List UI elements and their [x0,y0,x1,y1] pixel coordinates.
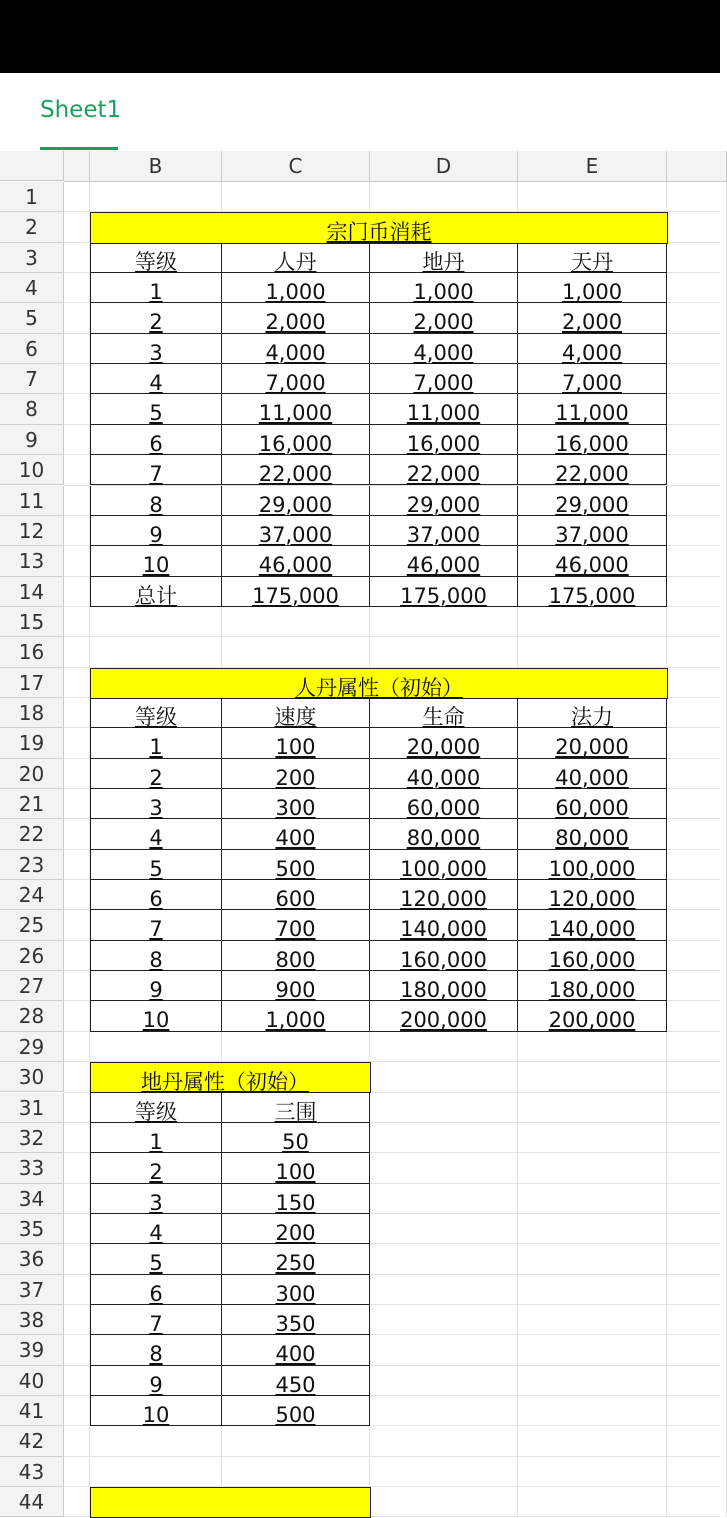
data-cell[interactable]: 46,000 [222,546,370,576]
gridline [64,1456,720,1457]
data-cell[interactable]: 1 [90,728,222,758]
column-header-b[interactable]: B [90,151,222,182]
column-label[interactable]: 天丹 [518,243,667,273]
data-cell[interactable]: 700 [222,910,370,940]
row-header-22[interactable]: 22 [0,819,64,849]
row-header-42[interactable]: 42 [0,1426,64,1456]
row-header-14[interactable]: 14 [0,577,64,607]
data-cell[interactable]: 7 [90,455,222,485]
data-cell[interactable]: 1 [90,273,222,303]
data-cell[interactable]: 16,000 [222,425,370,455]
data-cell[interactable]: 9 [90,1366,222,1396]
column-header-e[interactable]: E [518,151,667,182]
data-cell[interactable]: 1,000 [222,1001,370,1031]
data-cell[interactable]: 29,000 [222,486,370,516]
data-cell[interactable]: 180,000 [518,971,667,1001]
data-cell[interactable]: 2,000 [370,303,518,333]
row-header-16[interactable]: 16 [0,637,64,667]
data-cell[interactable]: 160,000 [518,941,667,971]
row-header-9[interactable]: 9 [0,425,64,455]
data-cell[interactable]: 400 [222,1335,370,1365]
row-header-24[interactable]: 24 [0,880,64,910]
row-header-4[interactable]: 4 [0,273,64,303]
row-header-20[interactable]: 20 [0,759,64,789]
data-cell[interactable]: 10 [90,1001,222,1031]
data-cell[interactable]: 140,000 [370,910,518,940]
row-header-8[interactable]: 8 [0,394,64,424]
column-label[interactable]: 生命 [370,698,518,728]
data-cell[interactable]: 37,000 [370,516,518,546]
data-cell[interactable]: 60,000 [518,789,667,819]
row-header-2[interactable]: 2 [0,212,64,242]
row-header-36[interactable]: 36 [0,1244,64,1274]
data-cell[interactable]: 4 [90,1214,222,1244]
data-cell[interactable]: 300 [222,789,370,819]
data-cell[interactable]: 150 [222,1184,370,1214]
data-cell[interactable]: 100 [222,1153,370,1183]
data-cell[interactable]: 2,000 [518,303,667,333]
gridline [64,636,720,637]
data-cell[interactable]: 20,000 [518,728,667,758]
data-cell[interactable]: 450 [222,1366,370,1396]
row-header-13[interactable]: 13 [0,546,64,576]
data-cell[interactable]: 3 [90,789,222,819]
data-cell[interactable]: 11,000 [518,394,667,424]
spreadsheet-grid[interactable] [0,151,720,1515]
column-label[interactable]: 等级 [90,1093,222,1123]
row-header-27[interactable]: 27 [0,971,64,1001]
data-cell[interactable]: 175,000 [222,577,370,607]
row-header-40[interactable]: 40 [0,1366,64,1396]
data-cell[interactable]: 6 [90,425,222,455]
table-title: 宗门币消耗 [90,212,668,243]
data-cell[interactable]: 22,000 [222,455,370,485]
row-header-28[interactable]: 28 [0,1001,64,1031]
data-cell[interactable]: 29,000 [370,486,518,516]
row-header-3[interactable]: 3 [0,243,64,273]
data-cell[interactable]: 50 [222,1123,370,1153]
row-header-35[interactable]: 35 [0,1214,64,1244]
data-cell[interactable]: 9 [90,971,222,1001]
data-cell[interactable]: 200,000 [370,1001,518,1031]
data-cell[interactable]: 29,000 [518,486,667,516]
data-cell[interactable]: 120,000 [518,880,667,910]
row-header-6[interactable]: 6 [0,334,64,364]
data-cell[interactable]: 5 [90,1244,222,1274]
sheet-tab-bar [0,73,720,151]
data-cell[interactable]: 46,000 [370,546,518,576]
row-header-38[interactable]: 38 [0,1305,64,1335]
active-tab-indicator [40,147,118,150]
data-cell[interactable]: 4 [90,819,222,849]
row-header-12[interactable]: 12 [0,516,64,546]
data-cell[interactable]: 9 [90,516,222,546]
row-header-11[interactable]: 11 [0,486,64,516]
data-cell[interactable]: 80,000 [518,819,667,849]
row-header-15[interactable]: 15 [0,607,64,637]
data-cell[interactable]: 300 [222,1275,370,1305]
row-header-37[interactable]: 37 [0,1275,64,1305]
data-cell[interactable]: 1 [90,1123,222,1153]
data-cell[interactable]: 37,000 [518,516,667,546]
column-label[interactable]: 法力 [518,698,667,728]
column-header-c[interactable]: C [222,151,370,182]
select-all-corner[interactable] [0,151,64,181]
data-cell[interactable]: 11,000 [370,394,518,424]
data-cell[interactable]: 总计 [90,577,222,607]
row-header-43[interactable]: 43 [0,1457,64,1487]
data-cell[interactable]: 7,000 [370,364,518,394]
column-header-blank[interactable] [667,151,727,182]
data-cell[interactable]: 250 [222,1244,370,1274]
row-header-31[interactable]: 31 [0,1093,64,1123]
data-cell[interactable]: 10 [90,546,222,576]
data-cell[interactable]: 3 [90,334,222,364]
data-cell[interactable]: 2 [90,759,222,789]
table-title [90,1487,371,1518]
row-header-21[interactable]: 21 [0,789,64,819]
data-cell[interactable]: 140,000 [518,910,667,940]
data-cell[interactable]: 120,000 [370,880,518,910]
data-cell[interactable]: 3 [90,1184,222,1214]
data-cell[interactable]: 175,000 [518,577,667,607]
data-cell[interactable]: 5 [90,850,222,880]
data-cell[interactable]: 10 [90,1396,222,1426]
column-label[interactable]: 人丹 [222,243,370,273]
data-cell[interactable]: 6 [90,1275,222,1305]
row-header-33[interactable]: 33 [0,1153,64,1183]
data-cell[interactable]: 20,000 [370,728,518,758]
data-cell[interactable]: 1,000 [370,273,518,303]
data-cell[interactable]: 8 [90,941,222,971]
data-cell[interactable]: 180,000 [370,971,518,1001]
row-header-5[interactable]: 5 [0,303,64,333]
data-cell[interactable]: 7 [90,910,222,940]
row-header-18[interactable]: 18 [0,698,64,728]
row-header-44[interactable]: 44 [0,1487,64,1517]
data-cell[interactable]: 6 [90,880,222,910]
row-header-32[interactable]: 32 [0,1123,64,1153]
data-cell[interactable]: 8 [90,486,222,516]
data-cell[interactable]: 2 [90,1153,222,1183]
data-cell[interactable]: 900 [222,971,370,1001]
tab-sheet1[interactable]: Sheet1 [40,97,122,123]
row-header-26[interactable]: 26 [0,941,64,971]
row-header-19[interactable]: 19 [0,728,64,758]
data-cell[interactable]: 400 [222,819,370,849]
row-header-23[interactable]: 23 [0,850,64,880]
data-cell[interactable]: 80,000 [370,819,518,849]
row-header-10[interactable]: 10 [0,455,64,485]
row-header-41[interactable]: 41 [0,1396,64,1426]
column-header-d[interactable]: D [370,151,518,182]
data-cell[interactable]: 7,000 [518,364,667,394]
data-cell[interactable]: 800 [222,941,370,971]
column-label[interactable]: 等级 [90,698,222,728]
row-header-29[interactable]: 29 [0,1032,64,1062]
data-cell[interactable]: 4,000 [518,334,667,364]
row-header-30[interactable]: 30 [0,1062,64,1092]
column-label[interactable]: 速度 [222,698,370,728]
data-cell[interactable]: 7 [90,1305,222,1335]
row-header-34[interactable]: 34 [0,1184,64,1214]
data-cell[interactable]: 4 [90,364,222,394]
row-header-39[interactable]: 39 [0,1335,64,1365]
data-cell[interactable]: 2 [90,303,222,333]
status-bar [0,0,720,73]
data-cell[interactable]: 500 [222,850,370,880]
data-cell[interactable]: 160,000 [370,941,518,971]
data-cell[interactable]: 175,000 [370,577,518,607]
row-header-25[interactable]: 25 [0,910,64,940]
data-cell[interactable]: 100,000 [370,850,518,880]
data-cell[interactable]: 200,000 [518,1001,667,1031]
data-cell[interactable]: 16,000 [518,425,667,455]
data-cell[interactable]: 4,000 [222,334,370,364]
data-cell[interactable]: 1,000 [518,273,667,303]
data-cell[interactable]: 37,000 [222,516,370,546]
column-header-blank[interactable] [64,151,90,182]
data-cell[interactable]: 100,000 [518,850,667,880]
column-label[interactable]: 三围 [222,1093,370,1123]
row-header-1[interactable]: 1 [0,182,64,212]
column-label[interactable]: 等级 [90,243,222,273]
data-cell[interactable]: 22,000 [370,455,518,485]
data-cell[interactable]: 500 [222,1396,370,1426]
row-header-7[interactable]: 7 [0,364,64,394]
row-header-17[interactable]: 17 [0,668,64,698]
data-cell[interactable]: 60,000 [370,789,518,819]
data-cell[interactable]: 100 [222,728,370,758]
data-cell[interactable]: 1,000 [222,273,370,303]
data-cell[interactable]: 11,000 [222,394,370,424]
data-cell[interactable]: 200 [222,759,370,789]
data-cell[interactable]: 16,000 [370,425,518,455]
data-cell[interactable]: 40,000 [518,759,667,789]
data-cell[interactable]: 7,000 [222,364,370,394]
data-cell[interactable]: 600 [222,880,370,910]
data-cell[interactable]: 8 [90,1335,222,1365]
data-cell[interactable]: 350 [222,1305,370,1335]
data-cell[interactable]: 2,000 [222,303,370,333]
data-cell[interactable]: 5 [90,394,222,424]
data-cell[interactable]: 4,000 [370,334,518,364]
data-cell[interactable]: 46,000 [518,546,667,576]
data-cell[interactable]: 22,000 [518,455,667,485]
column-label[interactable]: 地丹 [370,243,518,273]
data-cell[interactable]: 200 [222,1214,370,1244]
data-cell[interactable]: 40,000 [370,759,518,789]
table-title: 人丹属性（初始） [90,668,668,699]
table-title: 地丹属性（初始） [90,1062,371,1093]
